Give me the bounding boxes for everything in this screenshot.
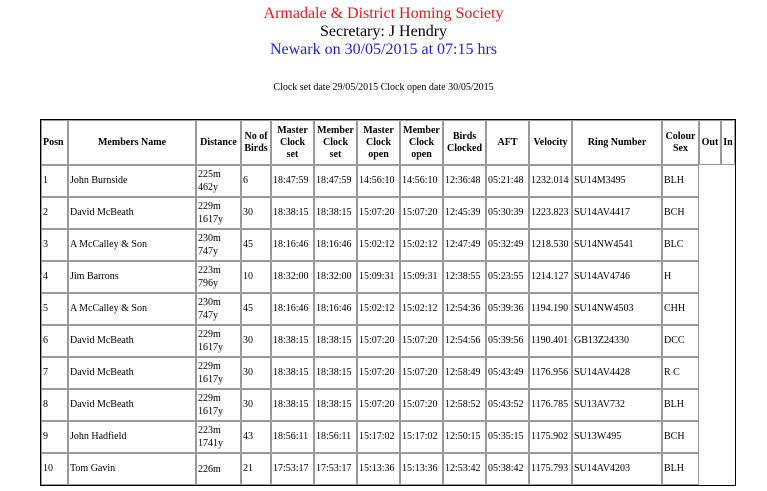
master-clock-set-cell: 18:38:15 bbox=[271, 197, 314, 229]
col-ring-number: Ring Number bbox=[572, 120, 662, 165]
distance-yards: 796y bbox=[198, 278, 218, 289]
colour-sex-cell: BCH bbox=[662, 421, 699, 453]
birds-clocked-cell: 12:36:48 bbox=[443, 165, 486, 197]
master-clock-set-cell: 18:32:00 bbox=[271, 261, 314, 293]
distance-cell bbox=[196, 357, 241, 389]
aft-cell: 05:43:49 bbox=[486, 357, 529, 389]
results-table bbox=[40, 119, 736, 486]
birds-clocked-cell: 12:53:42 bbox=[443, 453, 486, 485]
distance-cell bbox=[196, 325, 241, 357]
col-master-clock-open: Master Clock open bbox=[357, 120, 400, 165]
distance-yards: 1741y bbox=[198, 438, 223, 449]
distance-cell bbox=[196, 229, 241, 261]
in-cell bbox=[721, 325, 735, 357]
member-clock-set-cell: 18:16:46 bbox=[314, 229, 357, 261]
velocity-cell: 1214.127 bbox=[529, 261, 572, 293]
aft-cell: 05:35:15 bbox=[486, 421, 529, 453]
master-clock-open-cell: 15:07:20 bbox=[357, 389, 400, 421]
birds-clocked-cell: 12:54:36 bbox=[443, 293, 486, 325]
colour-sex-cell: BLH bbox=[662, 389, 699, 421]
master-clock-set-cell: 18:56:11 bbox=[271, 421, 314, 453]
distance-miles: 223m bbox=[198, 425, 221, 436]
col-posn: Posn bbox=[41, 120, 68, 165]
velocity-cell: 1175.902 bbox=[529, 421, 572, 453]
aft-cell: 05:39:56 bbox=[486, 325, 529, 357]
col-no-of-birds: No of Birds bbox=[241, 120, 271, 165]
master-clock-open-cell: 14:56:10 bbox=[357, 165, 400, 197]
aft-cell: 05:23:55 bbox=[486, 261, 529, 293]
in-cell bbox=[721, 453, 735, 485]
distance-miles: 230m bbox=[198, 233, 221, 244]
distance-miles: 230m bbox=[198, 297, 221, 308]
master-clock-set-cell: 18:38:15 bbox=[271, 389, 314, 421]
distance-miles: 223m bbox=[198, 265, 221, 276]
table-row bbox=[41, 261, 735, 293]
ring-number-cell: SU14AV4428 bbox=[572, 357, 662, 389]
col-master-clock-set: Master Clock set bbox=[271, 120, 314, 165]
member-name-cell: David McBeath bbox=[68, 197, 196, 229]
member-name-cell: Tom Gavin bbox=[68, 453, 196, 485]
colour-sex-cell: BLH bbox=[662, 453, 699, 485]
birds-count-cell: 6 bbox=[241, 165, 271, 197]
table-row bbox=[41, 229, 735, 261]
birds-count-cell: 45 bbox=[241, 229, 271, 261]
out-cell bbox=[699, 325, 721, 357]
distance-miles: 229m bbox=[198, 329, 221, 340]
member-name-cell: John Hadfield bbox=[68, 421, 196, 453]
member-name-cell: David McBeath bbox=[68, 357, 196, 389]
colour-sex-cell: BLH bbox=[662, 165, 699, 197]
ring-number-cell: SU14AV4746 bbox=[572, 261, 662, 293]
member-clock-set-cell: 17:53:17 bbox=[314, 453, 357, 485]
aft-cell: 05:43:52 bbox=[486, 389, 529, 421]
in-cell bbox=[721, 229, 735, 261]
distance-cell bbox=[196, 453, 241, 485]
birds-count-cell: 30 bbox=[241, 389, 271, 421]
velocity-cell: 1176.956 bbox=[529, 357, 572, 389]
velocity-cell: 1218.530 bbox=[529, 229, 572, 261]
birds-clocked-cell: 12:45:39 bbox=[443, 197, 486, 229]
member-clock-open-cell: 15:13:36 bbox=[400, 453, 443, 485]
member-clock-set-cell: 18:47:59 bbox=[314, 165, 357, 197]
member-clock-open-cell: 15:07:20 bbox=[400, 325, 443, 357]
posn-cell: 1 bbox=[41, 165, 68, 197]
member-clock-open-cell: 14:56:10 bbox=[400, 165, 443, 197]
birds-clocked-cell: 12:54:56 bbox=[443, 325, 486, 357]
table-row bbox=[41, 325, 735, 357]
distance-yards: 1617y bbox=[198, 406, 223, 417]
birds-count-cell: 30 bbox=[241, 357, 271, 389]
table-header-row bbox=[41, 120, 735, 165]
master-clock-open-cell: 15:13:36 bbox=[357, 453, 400, 485]
ring-number-cell: SU13AV732 bbox=[572, 389, 662, 421]
member-clock-open-cell: 15:07:20 bbox=[400, 357, 443, 389]
distance-miles: 225m bbox=[198, 169, 221, 180]
member-clock-set-cell: 18:56:11 bbox=[314, 421, 357, 453]
out-cell bbox=[699, 261, 721, 293]
col-birds-clocked: Birds Clocked bbox=[443, 120, 486, 165]
posn-cell: 9 bbox=[41, 421, 68, 453]
birds-count-cell: 43 bbox=[241, 421, 271, 453]
member-name-cell: Jim Barrons bbox=[68, 261, 196, 293]
distance-yards: 1617y bbox=[198, 342, 223, 353]
master-clock-open-cell: 15:02:12 bbox=[357, 293, 400, 325]
table-row bbox=[41, 165, 735, 197]
master-clock-set-cell: 18:47:59 bbox=[271, 165, 314, 197]
distance-miles: 226m bbox=[198, 463, 221, 475]
colour-sex-cell: BCH bbox=[662, 197, 699, 229]
out-cell bbox=[699, 389, 721, 421]
master-clock-set-cell: 18:38:15 bbox=[271, 325, 314, 357]
in-cell bbox=[721, 197, 735, 229]
birds-count-cell: 10 bbox=[241, 261, 271, 293]
in-cell bbox=[721, 389, 735, 421]
out-cell bbox=[699, 421, 721, 453]
master-clock-open-cell: 15:07:20 bbox=[357, 357, 400, 389]
ring-number-cell: SU14AV4417 bbox=[572, 197, 662, 229]
velocity-cell: 1176.785 bbox=[529, 389, 572, 421]
aft-cell: 05:32:49 bbox=[486, 229, 529, 261]
posn-cell: 6 bbox=[41, 325, 68, 357]
col-out: Out bbox=[699, 120, 721, 165]
member-clock-set-cell: 18:38:15 bbox=[314, 389, 357, 421]
distance-yards: 747y bbox=[198, 246, 218, 257]
distance-miles: 229m bbox=[198, 393, 221, 404]
member-name-cell: David McBeath bbox=[68, 389, 196, 421]
distance-yards: 1617y bbox=[198, 374, 223, 385]
member-name-cell: David McBeath bbox=[68, 325, 196, 357]
member-clock-set-cell: 18:16:46 bbox=[314, 293, 357, 325]
master-clock-set-cell: 18:16:46 bbox=[271, 293, 314, 325]
col-aft: AFT bbox=[486, 120, 529, 165]
master-clock-open-cell: 15:07:20 bbox=[357, 325, 400, 357]
member-clock-open-cell: 15:09:31 bbox=[400, 261, 443, 293]
velocity-cell: 1175.793 bbox=[529, 453, 572, 485]
member-clock-set-cell: 18:32:00 bbox=[314, 261, 357, 293]
birds-clocked-cell: 12:58:52 bbox=[443, 389, 486, 421]
member-name-cell: A McCalley & Son bbox=[68, 293, 196, 325]
secretary-line: Secretary: J Hendry bbox=[319, 23, 448, 40]
in-cell bbox=[721, 293, 735, 325]
birds-clocked-cell: 12:38:55 bbox=[443, 261, 486, 293]
member-clock-open-cell: 15:07:20 bbox=[400, 389, 443, 421]
birds-count-cell: 45 bbox=[241, 293, 271, 325]
out-cell bbox=[699, 165, 721, 197]
aft-cell: 05:30:39 bbox=[486, 197, 529, 229]
posn-cell: 2 bbox=[41, 197, 68, 229]
society-title: Armadale & District Homing Society bbox=[263, 5, 504, 22]
in-cell bbox=[721, 357, 735, 389]
table-row bbox=[41, 453, 735, 485]
member-clock-set-cell: 18:38:15 bbox=[314, 325, 357, 357]
velocity-cell: 1190.401 bbox=[529, 325, 572, 357]
table-row bbox=[41, 389, 735, 421]
distance-yards: 1617y bbox=[198, 214, 223, 225]
posn-cell: 7 bbox=[41, 357, 68, 389]
table-row bbox=[41, 197, 735, 229]
velocity-cell: 1223.823 bbox=[529, 197, 572, 229]
distance-yards: 462y bbox=[198, 182, 218, 193]
distance-cell bbox=[196, 197, 241, 229]
col-distance: Distance bbox=[196, 120, 241, 165]
table-row bbox=[41, 293, 735, 325]
member-clock-set-cell: 18:38:15 bbox=[314, 197, 357, 229]
col-velocity: Velocity bbox=[529, 120, 572, 165]
member-clock-open-cell: 15:02:12 bbox=[400, 293, 443, 325]
member-clock-open-cell: 15:02:12 bbox=[400, 229, 443, 261]
member-clock-open-cell: 15:07:20 bbox=[400, 197, 443, 229]
aft-cell: 05:38:42 bbox=[486, 453, 529, 485]
member-name-cell: John Burnside bbox=[68, 165, 196, 197]
out-cell bbox=[699, 293, 721, 325]
birds-count-cell: 21 bbox=[241, 453, 271, 485]
aft-cell: 05:39:36 bbox=[486, 293, 529, 325]
master-clock-open-cell: 15:17:02 bbox=[357, 421, 400, 453]
distance-cell bbox=[196, 389, 241, 421]
results-table-viewport bbox=[40, 119, 740, 475]
posn-cell: 10 bbox=[41, 453, 68, 485]
out-cell bbox=[699, 229, 721, 261]
master-clock-open-cell: 15:09:31 bbox=[357, 261, 400, 293]
in-cell bbox=[721, 421, 735, 453]
out-cell bbox=[699, 357, 721, 389]
colour-sex-cell: BLC bbox=[662, 229, 699, 261]
distance-cell bbox=[196, 421, 241, 453]
distance-cell bbox=[196, 293, 241, 325]
colour-sex-cell: R C bbox=[662, 357, 699, 389]
member-clock-open-cell: 15:17:02 bbox=[400, 421, 443, 453]
table-row bbox=[41, 357, 735, 389]
ring-number-cell: SU14NW4503 bbox=[572, 293, 662, 325]
master-clock-open-cell: 15:07:20 bbox=[357, 197, 400, 229]
colour-sex-cell: DCC bbox=[662, 325, 699, 357]
posn-cell: 5 bbox=[41, 293, 68, 325]
birds-clocked-cell: 12:58:49 bbox=[443, 357, 486, 389]
out-cell bbox=[699, 197, 721, 229]
posn-cell: 8 bbox=[41, 389, 68, 421]
col-colour-sex: Colour Sex bbox=[662, 120, 699, 165]
birds-clocked-cell: 12:50:15 bbox=[443, 421, 486, 453]
birds-count-cell: 30 bbox=[241, 197, 271, 229]
col-in: In bbox=[721, 120, 735, 165]
ring-number-cell: GB13Z24330 bbox=[572, 325, 662, 357]
distance-miles: 229m bbox=[198, 361, 221, 372]
birds-count-cell: 30 bbox=[241, 325, 271, 357]
in-cell bbox=[721, 261, 735, 293]
distance-cell bbox=[196, 261, 241, 293]
col-member-clock-set: Member Clock set bbox=[314, 120, 357, 165]
velocity-cell: 1194.190 bbox=[529, 293, 572, 325]
posn-cell: 3 bbox=[41, 229, 68, 261]
velocity-cell: 1232.014 bbox=[529, 165, 572, 197]
posn-cell: 4 bbox=[41, 261, 68, 293]
colour-sex-cell: CHH bbox=[662, 293, 699, 325]
aft-cell: 05:21:48 bbox=[486, 165, 529, 197]
colour-sex-cell: H bbox=[662, 261, 699, 293]
distance-cell bbox=[196, 165, 241, 197]
master-clock-set-cell: 18:16:46 bbox=[271, 229, 314, 261]
master-clock-set-cell: 17:53:17 bbox=[271, 453, 314, 485]
table-row bbox=[41, 421, 735, 453]
ring-number-cell: SU14NW4541 bbox=[572, 229, 662, 261]
member-clock-set-cell: 18:38:15 bbox=[314, 357, 357, 389]
col-members-name: Members Name bbox=[68, 120, 196, 165]
ring-number-cell: SU14AV4203 bbox=[572, 453, 662, 485]
ring-number-cell: SU13W495 bbox=[572, 421, 662, 453]
in-cell bbox=[721, 165, 735, 197]
distance-miles: 229m bbox=[198, 201, 221, 212]
race-title: Newark on 30/05/2015 at 07:15 hrs bbox=[269, 41, 498, 58]
master-clock-set-cell: 18:38:15 bbox=[271, 357, 314, 389]
birds-clocked-cell: 12:47:49 bbox=[443, 229, 486, 261]
clock-dates-note: Clock set date 29/05/2015 Clock open date 30/05/2015 bbox=[273, 82, 494, 93]
member-name-cell: A McCalley & Son bbox=[68, 229, 196, 261]
ring-number-cell: SU14M3495 bbox=[572, 165, 662, 197]
col-member-clock-open: Member Clock open bbox=[400, 120, 443, 165]
out-cell bbox=[699, 453, 721, 485]
distance-yards: 747y bbox=[198, 310, 218, 321]
master-clock-open-cell: 15:02:12 bbox=[357, 229, 400, 261]
